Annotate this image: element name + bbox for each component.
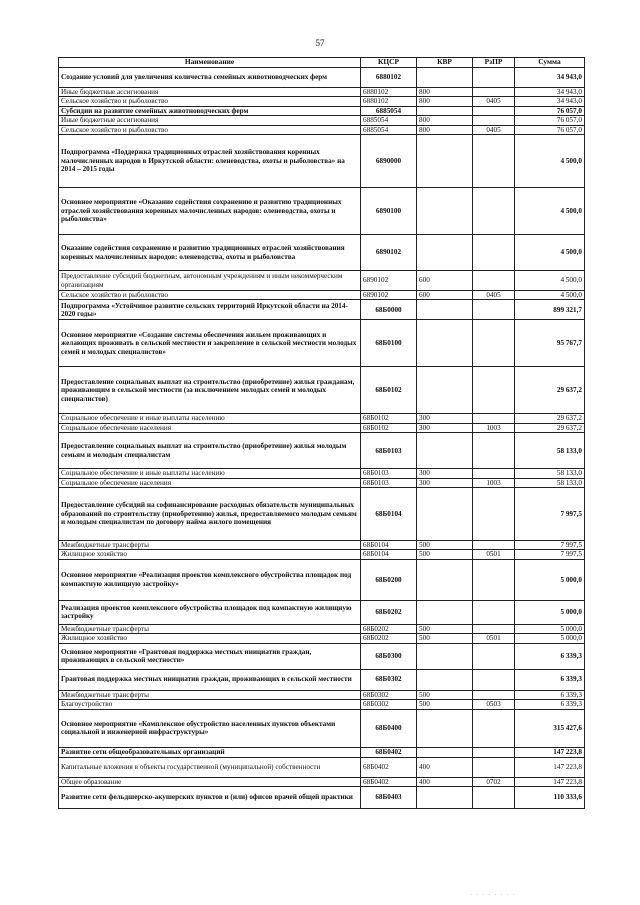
cell-kvr: 600 [417, 291, 473, 300]
cell-rzpr [473, 469, 515, 478]
cell-name: Сельское хозяйство и рыболовство [59, 97, 361, 106]
cell-rzpr [473, 320, 515, 367]
cell-name: Грантовая поддержка местных инициатив граждан, проживающих в сельской местности [59, 669, 361, 690]
cell-rzpr [473, 690, 515, 699]
cell-sum: 6 339,3 [515, 700, 585, 709]
cell-name: Социальное обеспечение населения [59, 478, 361, 487]
cell-rzpr [473, 271, 515, 291]
cell-rzpr: 1003 [473, 478, 515, 487]
cell-name: Создание условий для увеличения количества семейных животноводческих ферм [59, 68, 361, 88]
cell-name: Социальное обеспечение населения [59, 423, 361, 432]
cell-rzpr: 0503 [473, 700, 515, 709]
cell-rzpr [473, 669, 515, 690]
cell-sum: 58 133,0 [515, 469, 585, 478]
cell-sum: 34 943,0 [515, 88, 585, 97]
cell-rzpr: 0405 [473, 125, 515, 134]
table-row [59, 747, 585, 757]
cell-kvr [417, 786, 473, 808]
cell-kcsr: 6880102 [361, 88, 417, 97]
cell-name: Общее образование [59, 777, 361, 786]
cell-kvr: 800 [417, 97, 473, 106]
table-row [59, 125, 585, 134]
cell-name: Сельское хозяйство и рыболовство [59, 125, 361, 134]
cell-kvr: 500 [417, 541, 473, 550]
cell-kvr: 800 [417, 116, 473, 125]
cell-kcsr: 68Б0402 [361, 747, 417, 757]
table-row [59, 291, 585, 300]
cell-kvr [417, 188, 473, 235]
cell-rzpr [473, 643, 515, 669]
cell-name: Основное мероприятие «Создание системы обеспечения жильем проживающих и желающих проживать в сельской местности и закрепление в сельской местности молодых семей и молодых специалистов» [59, 320, 361, 367]
cell-name: Иные бюджетные ассигнования [59, 88, 361, 97]
cell-rzpr [473, 235, 515, 271]
table-header-row [59, 58, 585, 68]
header-sum: Сумма [515, 58, 585, 68]
cell-sum: 34 943,0 [515, 97, 585, 106]
cell-kcsr: 6890102 [361, 271, 417, 291]
cell-sum: 76 057,0 [515, 125, 585, 134]
cell-rzpr [473, 367, 515, 414]
table-row [59, 106, 585, 115]
cell-sum: 34 943,0 [515, 68, 585, 88]
table-row [59, 709, 585, 747]
cell-kvr: 300 [417, 469, 473, 478]
cell-name: Межбюджетные трансферты [59, 690, 361, 699]
table-row [59, 271, 585, 291]
cell-kvr: 300 [417, 414, 473, 423]
cell-sum: 315 427,6 [515, 709, 585, 747]
cell-name: Жилищное хозяйство [59, 634, 361, 643]
cell-kvr: 400 [417, 757, 473, 777]
cell-sum: 58 133,0 [515, 433, 585, 469]
cell-rzpr [473, 300, 515, 320]
cell-kcsr: 6890000 [361, 135, 417, 188]
table-row [59, 777, 585, 786]
cell-kcsr: 68Б0302 [361, 690, 417, 699]
cell-kvr [417, 709, 473, 747]
cell-sum: 58 133,0 [515, 478, 585, 487]
table-row [59, 367, 585, 414]
cell-kcsr: 68Б0102 [361, 367, 417, 414]
cell-rzpr: 0405 [473, 291, 515, 300]
table-row [59, 669, 585, 690]
cell-name: Иные бюджетные ассигнования [59, 116, 361, 125]
cell-kcsr: 68Б0104 [361, 541, 417, 550]
cell-rzpr: 0405 [473, 97, 515, 106]
cell-name: Предоставление социальных выплат на строительство (приобретение) жилья молодым семьям и молодым специалистам [59, 433, 361, 469]
cell-kvr: 400 [417, 777, 473, 786]
cell-kcsr: 68Б0400 [361, 709, 417, 747]
cell-sum: 29 637,2 [515, 367, 585, 414]
table-row [59, 97, 585, 106]
table-row [59, 559, 585, 600]
cell-sum: 899 321,7 [515, 300, 585, 320]
table-row [59, 786, 585, 808]
cell-kvr [417, 300, 473, 320]
cell-kcsr: 68Б0302 [361, 700, 417, 709]
cell-rzpr [473, 68, 515, 88]
cell-sum: 147 223,8 [515, 757, 585, 777]
cell-kvr [417, 135, 473, 188]
cell-rzpr [473, 757, 515, 777]
cell-rzpr [473, 488, 515, 541]
cell-rzpr [473, 414, 515, 423]
cell-rzpr [473, 116, 515, 125]
table-row [59, 757, 585, 777]
cell-kcsr: 68Б0300 [361, 643, 417, 669]
cell-sum: 4 500,0 [515, 291, 585, 300]
table-row [59, 690, 585, 699]
header-name: Наименование [59, 58, 361, 68]
cell-sum: 4 500,0 [515, 135, 585, 188]
cell-kvr: 500 [417, 624, 473, 633]
cell-kcsr: 6885054 [361, 116, 417, 125]
table-row [59, 600, 585, 624]
cell-name: Социальное обеспечение и иные выплаты населению [59, 469, 361, 478]
cell-name: Жилищное хозяйство [59, 550, 361, 559]
cell-kvr: 300 [417, 478, 473, 487]
cell-sum: 6 339,3 [515, 669, 585, 690]
cell-sum: 5 000,0 [515, 634, 585, 643]
table-row [59, 634, 585, 643]
scan-footer-mark: · · · · · · · · [470, 891, 516, 899]
cell-kcsr: 6890100 [361, 188, 417, 235]
cell-sum: 147 223,8 [515, 777, 585, 786]
cell-sum: 7 997,5 [515, 541, 585, 550]
cell-sum: 5 000,0 [515, 624, 585, 633]
cell-kvr: 500 [417, 550, 473, 559]
cell-rzpr [473, 624, 515, 633]
table-row [59, 700, 585, 709]
cell-kcsr: 68Б0403 [361, 786, 417, 808]
cell-kvr: 500 [417, 690, 473, 699]
table-row [59, 188, 585, 235]
cell-rzpr [473, 433, 515, 469]
cell-kcsr: 6890102 [361, 235, 417, 271]
cell-kvr: 800 [417, 125, 473, 134]
cell-name: Благоустройство [59, 700, 361, 709]
cell-kcsr: 68Б0103 [361, 433, 417, 469]
cell-name: Основное мероприятие «Комплексное обустройство населенных пунктов объектами социальной и инженерной инфраструктуры» [59, 709, 361, 747]
cell-rzpr [473, 747, 515, 757]
cell-rzpr [473, 709, 515, 747]
cell-sum: 76 057,0 [515, 106, 585, 115]
cell-sum: 7 997,5 [515, 488, 585, 541]
table-row [59, 433, 585, 469]
cell-rzpr: 0501 [473, 634, 515, 643]
cell-name: Межбюджетные трансферты [59, 624, 361, 633]
cell-rzpr [473, 559, 515, 600]
cell-name: Подпрограмма «Устойчивое развитие сельских территорий Иркутской области на 2014-2020 годы» [59, 300, 361, 320]
cell-sum: 95 767,7 [515, 320, 585, 367]
cell-kcsr: 68Б0104 [361, 488, 417, 541]
cell-kvr [417, 106, 473, 115]
cell-rzpr [473, 600, 515, 624]
cell-name: Предоставление социальных выплат на строительство (приобретение) жилья гражданам, проживающим в сельской местности (за исключением молодых семей и молодых специалистов) [59, 367, 361, 414]
cell-kcsr: 6885054 [361, 106, 417, 115]
cell-kvr: 800 [417, 88, 473, 97]
cell-kvr [417, 643, 473, 669]
cell-name: Социальное обеспечение и иные выплаты населению [59, 414, 361, 423]
cell-name: Подпрограмма «Поддержка традиционных отраслей хозяйствования коренных малочисленных народов в Иркутской области: оленеводства, охоты и рыболовства» на 2014 – 2015 годы [59, 135, 361, 188]
cell-sum: 5 000,0 [515, 600, 585, 624]
table-body [59, 68, 585, 809]
cell-name: Реализация проектов комплексного обустройства площадок под компактную жилищную застройку [59, 600, 361, 624]
cell-sum: 147 223,8 [515, 747, 585, 757]
cell-rzpr [473, 188, 515, 235]
cell-kvr: 500 [417, 634, 473, 643]
cell-kcsr: 68Б0102 [361, 423, 417, 432]
cell-name: Основное мероприятие «Оказание содействия сохранению и развитию традиционных отраслей хозяйствования коренных малочисленных народов: оленеводства, охоты и рыболовства» [59, 188, 361, 235]
cell-kvr [417, 669, 473, 690]
cell-name: Субсидии на развитие семейных животноводческих ферм [59, 106, 361, 115]
cell-rzpr [473, 88, 515, 97]
cell-kcsr: 68Б0302 [361, 669, 417, 690]
cell-sum: 4 500,0 [515, 188, 585, 235]
table-row [59, 320, 585, 367]
table-row [59, 300, 585, 320]
cell-kcsr: 68Б0102 [361, 414, 417, 423]
cell-sum: 6 339,3 [515, 690, 585, 699]
cell-sum: 7 997,5 [515, 550, 585, 559]
table-row [59, 478, 585, 487]
cell-name: Межбюджетные трансферты [59, 541, 361, 550]
cell-kvr [417, 367, 473, 414]
cell-name: Основное мероприятие «Грантовая поддержка местных инициатив граждан, проживающих в сельской местности» [59, 643, 361, 669]
table-row [59, 414, 585, 423]
table-row [59, 423, 585, 432]
cell-rzpr: 1003 [473, 423, 515, 432]
cell-kcsr: 6890102 [361, 291, 417, 300]
header-kvr: КВР [417, 58, 473, 68]
cell-name: Основное мероприятие «Реализация проектов комплексного обустройства площадок под компактную жилищную застройку» [59, 559, 361, 600]
cell-sum: 110 333,6 [515, 786, 585, 808]
cell-kvr [417, 600, 473, 624]
cell-kcsr: 68Б0104 [361, 550, 417, 559]
table-row [59, 643, 585, 669]
cell-kvr [417, 235, 473, 271]
cell-name: Сельское хозяйство и рыболовство [59, 291, 361, 300]
table-row [59, 116, 585, 125]
cell-kcsr: 68Б0202 [361, 624, 417, 633]
cell-rzpr: 0501 [473, 550, 515, 559]
cell-rzpr: 0702 [473, 777, 515, 786]
cell-kcsr: 68Б0000 [361, 300, 417, 320]
table-row [59, 488, 585, 541]
cell-sum: 29 637,2 [515, 414, 585, 423]
cell-kvr: 600 [417, 271, 473, 291]
cell-kcsr: 68Б0402 [361, 757, 417, 777]
cell-sum: 4 500,0 [515, 271, 585, 291]
cell-name: Развитие сети общеобразовательных организаций [59, 747, 361, 757]
cell-kcsr: 68Б0103 [361, 478, 417, 487]
cell-rzpr [473, 541, 515, 550]
cell-kcsr: 6885054 [361, 125, 417, 134]
budget-table [58, 57, 585, 809]
table-row [59, 550, 585, 559]
cell-kcsr: 68Б0402 [361, 777, 417, 786]
header-kcsr: КЦСР [361, 58, 417, 68]
table-row [59, 469, 585, 478]
cell-sum: 4 500,0 [515, 235, 585, 271]
table-row [59, 624, 585, 633]
cell-kvr [417, 488, 473, 541]
cell-name: Капитальные вложения в объекты государственной (муниципальной) собственности [59, 757, 361, 777]
table-row [59, 235, 585, 271]
cell-sum: 29 637,2 [515, 423, 585, 432]
table-row [59, 135, 585, 188]
cell-sum: 5 000,0 [515, 559, 585, 600]
header-rzpr: РзПР [473, 58, 515, 68]
cell-kcsr: 68Б0100 [361, 320, 417, 367]
cell-kvr [417, 68, 473, 88]
cell-kcsr: 6880102 [361, 68, 417, 88]
cell-kcsr: 68Б0200 [361, 559, 417, 600]
cell-sum: 76 057,0 [515, 116, 585, 125]
cell-kvr: 500 [417, 700, 473, 709]
cell-kvr [417, 433, 473, 469]
cell-kvr [417, 559, 473, 600]
cell-kvr: 300 [417, 423, 473, 432]
table-row [59, 88, 585, 97]
table-row [59, 68, 585, 88]
cell-sum: 6 339,3 [515, 643, 585, 669]
cell-kcsr: 6880102 [361, 97, 417, 106]
cell-kcsr: 68Б0202 [361, 600, 417, 624]
table-row [59, 541, 585, 550]
cell-kcsr: 68Б0202 [361, 634, 417, 643]
page-number: 57 [315, 38, 325, 48]
cell-name: Предоставление субсидий бюджетным, автономным учреждениям и иным некоммерческим организациям [59, 271, 361, 291]
cell-name: Оказание содействия сохранению и развитию традиционных отраслей хозяйствования коренных малочисленных народов: оленеводства, охоты и рыболовства [59, 235, 361, 271]
cell-kcsr: 68Б0103 [361, 469, 417, 478]
cell-kvr [417, 320, 473, 367]
cell-rzpr [473, 135, 515, 188]
cell-name: Предоставление субсидий на софинансирование расходных обязательств муниципальных образований по строительству (приобретению) жилья, предоставляемого молодым семьям и молодым специалистам по договору найма жилого помещения [59, 488, 361, 541]
cell-rzpr [473, 106, 515, 115]
cell-rzpr [473, 786, 515, 808]
cell-name: Развитие сети фельдшерско-акушерских пунктов и (или) офисов врачей общей практики [59, 786, 361, 808]
cell-kvr [417, 747, 473, 757]
